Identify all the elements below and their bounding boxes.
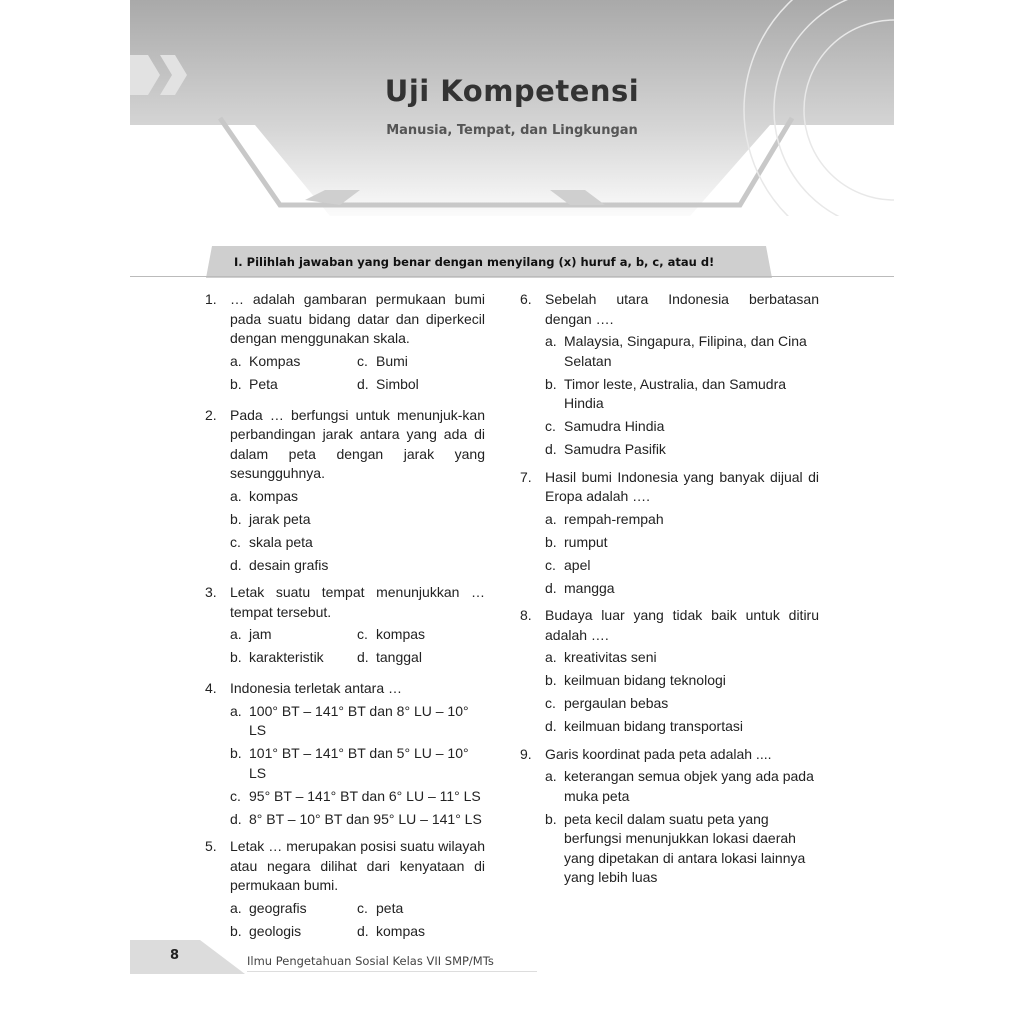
right-column xyxy=(520,290,819,896)
question-7 xyxy=(520,468,819,599)
question-6 xyxy=(520,290,819,460)
option-letter: d. xyxy=(230,810,242,827)
option-c[interactable] xyxy=(357,625,485,645)
option-text: tanggal xyxy=(376,649,422,665)
option-text: peta kecil dalam suatu peta yang berfungsi menunjukkan lokasi daerah yang dipetakan di antara lokasi lainnya yang lebih luas xyxy=(564,810,806,885)
option-letter: c. xyxy=(545,695,556,711)
option-letter: d. xyxy=(357,649,369,665)
page-title: Uji Kompetensi xyxy=(384,74,640,108)
options-list xyxy=(230,352,485,398)
divider xyxy=(130,276,894,277)
option-letter: c. xyxy=(357,899,368,916)
option-text: apel xyxy=(564,556,591,573)
option-text: jarak peta xyxy=(249,510,311,527)
option-a[interactable] xyxy=(545,510,819,530)
option-a[interactable] xyxy=(230,625,357,645)
option-text: pergaulan bebas xyxy=(564,695,669,711)
option-letter: b. xyxy=(230,922,242,939)
option-text: Kompas xyxy=(249,352,301,369)
option-c[interactable] xyxy=(357,352,485,372)
option-text: kreativitas seni xyxy=(564,649,657,665)
option-letter: a. xyxy=(545,333,557,349)
option-d[interactable] xyxy=(545,579,819,599)
question-stem: Hasil bumi Indonesia yang banyak dijual di Eropa adalah …. xyxy=(545,468,819,504)
option-letter: c. xyxy=(545,418,556,434)
question-1 xyxy=(205,290,485,398)
option-text: kompas xyxy=(249,487,299,504)
question-stem: Pada … berfungsi untuk menunjuk-kan perbandingan jarak antara yang ada di dalam peta dengan jarak yang sesungguhnya. xyxy=(230,406,485,481)
option-text: karakteristik xyxy=(249,649,324,665)
page-subtitle: Manusia, Tempat, dan Lingkungan xyxy=(386,123,638,138)
option-letter: b. xyxy=(545,533,557,550)
page xyxy=(130,0,894,1024)
option-letter: a. xyxy=(545,510,557,527)
question-stem: Letak … merupakan posisi suatu wilayah atau negara dilihat dari kenyataan di permukaan bumi. xyxy=(230,838,485,893)
option-letter: b. xyxy=(230,510,242,527)
option-b[interactable] xyxy=(545,375,819,414)
option-letter: d. xyxy=(357,922,369,939)
option-text: 8° BT – 10° BT dan 95° LU – 141° LS xyxy=(249,810,482,827)
option-b[interactable] xyxy=(545,810,819,888)
option-text: skala peta xyxy=(249,533,313,550)
option-text: Samudra Hindia xyxy=(564,418,665,434)
option-d[interactable] xyxy=(545,717,819,737)
option-c[interactable] xyxy=(545,694,819,714)
option-text: Samudra Pasifik xyxy=(564,441,666,457)
question-number: 4. xyxy=(205,680,217,696)
option-letter: a. xyxy=(230,702,242,719)
option-letter: d. xyxy=(545,579,557,596)
instruction-text: I. Pilihlah jawaban yang benar dengan menyilang (x) huruf a, b, c, atau d! xyxy=(234,255,715,269)
question-stem: Indonesia terletak antara … xyxy=(230,680,402,696)
option-letter: c. xyxy=(230,533,241,550)
question-number: 2. xyxy=(205,406,217,423)
option-letter: c. xyxy=(230,787,241,804)
option-a[interactable] xyxy=(230,899,357,919)
option-text: desain grafis xyxy=(249,556,329,573)
option-b[interactable] xyxy=(230,375,357,395)
question-number: 3. xyxy=(205,584,217,600)
option-text: Timor leste, Australia, dan Samudra Hindia xyxy=(564,375,787,411)
option-letter: a. xyxy=(230,626,242,642)
option-text: peta xyxy=(376,899,404,916)
option-text: Simbol xyxy=(376,375,419,392)
question-stem: Budaya luar yang tidak baik untuk ditiru adalah …. xyxy=(545,607,819,643)
option-letter: b. xyxy=(230,745,242,761)
option-letter: b. xyxy=(230,375,242,392)
option-letter: b. xyxy=(230,649,242,665)
options-list xyxy=(230,899,485,945)
option-text: Peta xyxy=(249,375,278,392)
option-b[interactable] xyxy=(545,533,819,553)
option-c[interactable] xyxy=(545,417,819,437)
option-letter: c. xyxy=(357,352,368,369)
option-c[interactable] xyxy=(230,533,485,553)
question-stem: Letak suatu tempat menunjukkan … tempat tersebut. xyxy=(230,584,485,620)
book-title: Ilmu Pengetahuan Sosial Kelas VII SMP/MTs xyxy=(247,954,494,968)
question-9 xyxy=(520,745,819,888)
option-letter: d. xyxy=(357,375,369,392)
option-text: keilmuan bidang teknologi xyxy=(564,672,726,688)
option-text: geologis xyxy=(249,922,302,939)
option-letter: b. xyxy=(545,375,557,392)
option-d[interactable] xyxy=(357,648,485,668)
left-column xyxy=(205,290,485,953)
header-banner xyxy=(130,0,894,216)
option-letter: b. xyxy=(545,810,557,827)
option-text: geografis xyxy=(249,899,307,916)
question-number: 6. xyxy=(520,291,532,307)
option-a[interactable] xyxy=(230,352,357,372)
option-letter: c. xyxy=(357,626,368,642)
option-b[interactable] xyxy=(230,744,485,783)
option-c[interactable] xyxy=(545,556,819,576)
option-a[interactable] xyxy=(545,767,819,806)
option-text: Malaysia, Singapura, Filipina, dan Cina Selatan xyxy=(564,333,807,369)
option-text: mangga xyxy=(564,579,615,596)
option-d[interactable] xyxy=(230,556,485,576)
option-letter: d. xyxy=(545,441,557,457)
options-list xyxy=(230,702,485,830)
option-text: kompas xyxy=(376,626,426,642)
option-letter: a. xyxy=(230,352,242,369)
options-list xyxy=(545,767,819,888)
question-2 xyxy=(205,406,485,576)
option-b[interactable] xyxy=(545,671,819,691)
option-b[interactable] xyxy=(230,510,485,530)
options-list xyxy=(545,332,819,460)
option-a[interactable] xyxy=(230,702,485,741)
option-text: keilmuan bidang transportasi xyxy=(564,718,743,734)
question-number: 8. xyxy=(520,607,532,623)
option-a[interactable] xyxy=(545,648,819,668)
option-c[interactable] xyxy=(357,899,485,919)
option-text: Bumi xyxy=(376,352,408,369)
option-letter: d. xyxy=(230,556,242,573)
option-text: rumput xyxy=(564,533,608,550)
option-d[interactable] xyxy=(545,440,819,460)
question-3 xyxy=(205,583,485,671)
options-list xyxy=(545,648,819,737)
option-c[interactable] xyxy=(230,787,485,807)
page-number: 8 xyxy=(170,948,180,963)
options-list xyxy=(545,510,819,599)
option-a[interactable] xyxy=(545,332,819,371)
question-stem: Garis koordinat pada peta adalah .... xyxy=(545,745,772,762)
option-d[interactable] xyxy=(357,922,485,942)
question-stem: … adalah gambaran permukaan bumi pada suatu bidang datar dan diperkecil dengan menggunakan skala. xyxy=(230,291,485,346)
question-number: 5. xyxy=(205,838,217,854)
option-text: keterangan semua objek yang ada pada muka peta xyxy=(564,768,814,804)
option-d[interactable] xyxy=(357,375,485,395)
question-4 xyxy=(205,679,485,829)
options-list xyxy=(230,625,485,671)
option-letter: a. xyxy=(230,899,242,916)
option-letter: c. xyxy=(545,556,556,573)
option-text: rempah-rempah xyxy=(564,510,664,527)
question-number: 9. xyxy=(520,745,532,762)
option-letter: a. xyxy=(545,768,557,784)
option-text: kompas xyxy=(376,922,426,939)
option-text: 100° BT – 141° BT dan 8° LU – 10° LS xyxy=(249,702,469,738)
question-number: 1. xyxy=(205,291,217,307)
question-number: 7. xyxy=(520,468,532,485)
option-letter: d. xyxy=(545,718,557,734)
option-letter: a. xyxy=(545,649,557,665)
question-8 xyxy=(520,606,819,737)
question-5 xyxy=(205,837,485,945)
option-text: jam xyxy=(249,626,272,642)
question-stem: Sebelah utara Indonesia berbatasan dengan …. xyxy=(545,291,819,327)
option-text: 95° BT – 141° BT dan 6° LU – 11° LS xyxy=(249,787,481,804)
footer-divider xyxy=(247,971,537,972)
options-list xyxy=(230,487,485,576)
option-d[interactable] xyxy=(230,810,485,830)
option-a[interactable] xyxy=(230,487,485,507)
option-letter: b. xyxy=(545,672,557,688)
option-b[interactable] xyxy=(230,922,357,942)
option-b[interactable] xyxy=(230,648,357,668)
option-letter: a. xyxy=(230,487,242,504)
option-text: 101° BT – 141° BT dan 5° LU – 10° LS xyxy=(249,745,469,781)
